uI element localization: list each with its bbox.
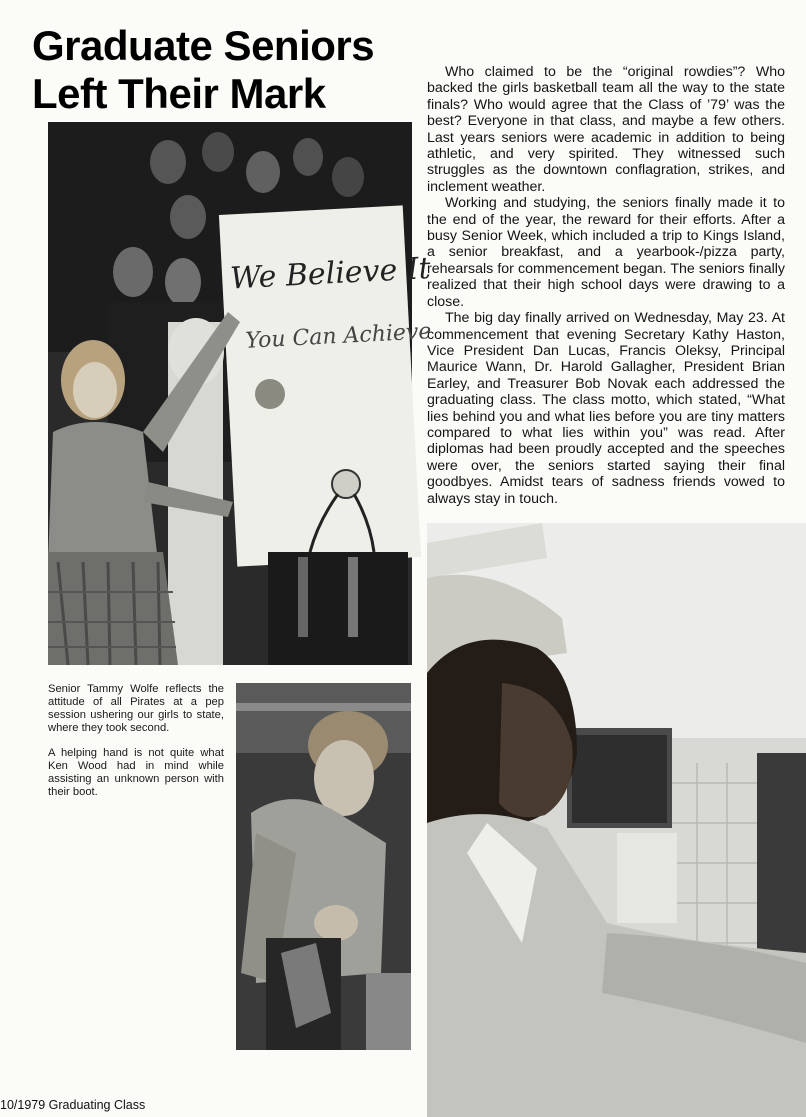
- sign-line-2: You Can Achieve: [244, 319, 432, 354]
- graduate-photo: [427, 523, 806, 1117]
- ken-wood-photo: [236, 683, 411, 1050]
- article-paragraph-2: Working and studying, the seniors finally made it to the end of the year, the reward for their efforts. After a busy Senior Week, which included a trip to Kings Island, a senior breakfast, and a yearbook-/pizza party, rehearsals for commencement began. The seniors finally realized that their high school days were drawing to a close.: [427, 195, 785, 310]
- headline-line-2: Left Their Mark: [32, 70, 326, 117]
- caption-tammy-wolfe: Senior Tammy Wolfe reflects the attitude of all Pirates at a pep session ushering our girls to state, where they took second.: [48, 683, 224, 734]
- page-headline: [32, 22, 432, 118]
- ken-wood-photo-image: [236, 683, 411, 1050]
- article-paragraph-3: The big day finally arrived on Wednesday, May 23. At commencement that evening Secretary Kathy Haston, Vice President Dan Lucas, Francis Oleksy, Principal Maurice Wann, Dr. Harold Gallagher, President Brian Earley, and Treasurer Bob Novak each addressed the graduating class. The class motto, which stated, “What lies behind you and what lies before you are tiny matters compared to what lies within you” was read. After diplomas had been proudly accepted and the speeches were over, the seniors started saying their final goodbyes. Amidst tears of sadness friends vowed to always stay in touch.: [427, 310, 785, 507]
- pep-session-photo: [48, 122, 432, 665]
- sign-line-1: We Believe It: [229, 251, 432, 297]
- graduate-photo-image: [427, 523, 806, 1117]
- headline-line-1: Graduate Seniors: [32, 22, 375, 69]
- caption-ken-wood: A helping hand is not quite what Ken Wood had in mind while assisting an unknown person with their boot.: [48, 747, 224, 798]
- pep-session-photo-image: [48, 122, 432, 665]
- article-body: [427, 64, 785, 507]
- article-paragraph-1: Who claimed to be the “original rowdies”? Who backed the girls basketball team all the way to the state finals? Who would agree that the Class of ’79’ was the best? Everyone in that class, and maybe a few others. Last years seniors were academic in addition to being athletic, and very spirited. They witnessed such struggles as the downtown conflagration, strikes, and inclement weather.: [427, 64, 785, 195]
- page-folio: 10/1979 Graduating Class: [0, 1098, 146, 1112]
